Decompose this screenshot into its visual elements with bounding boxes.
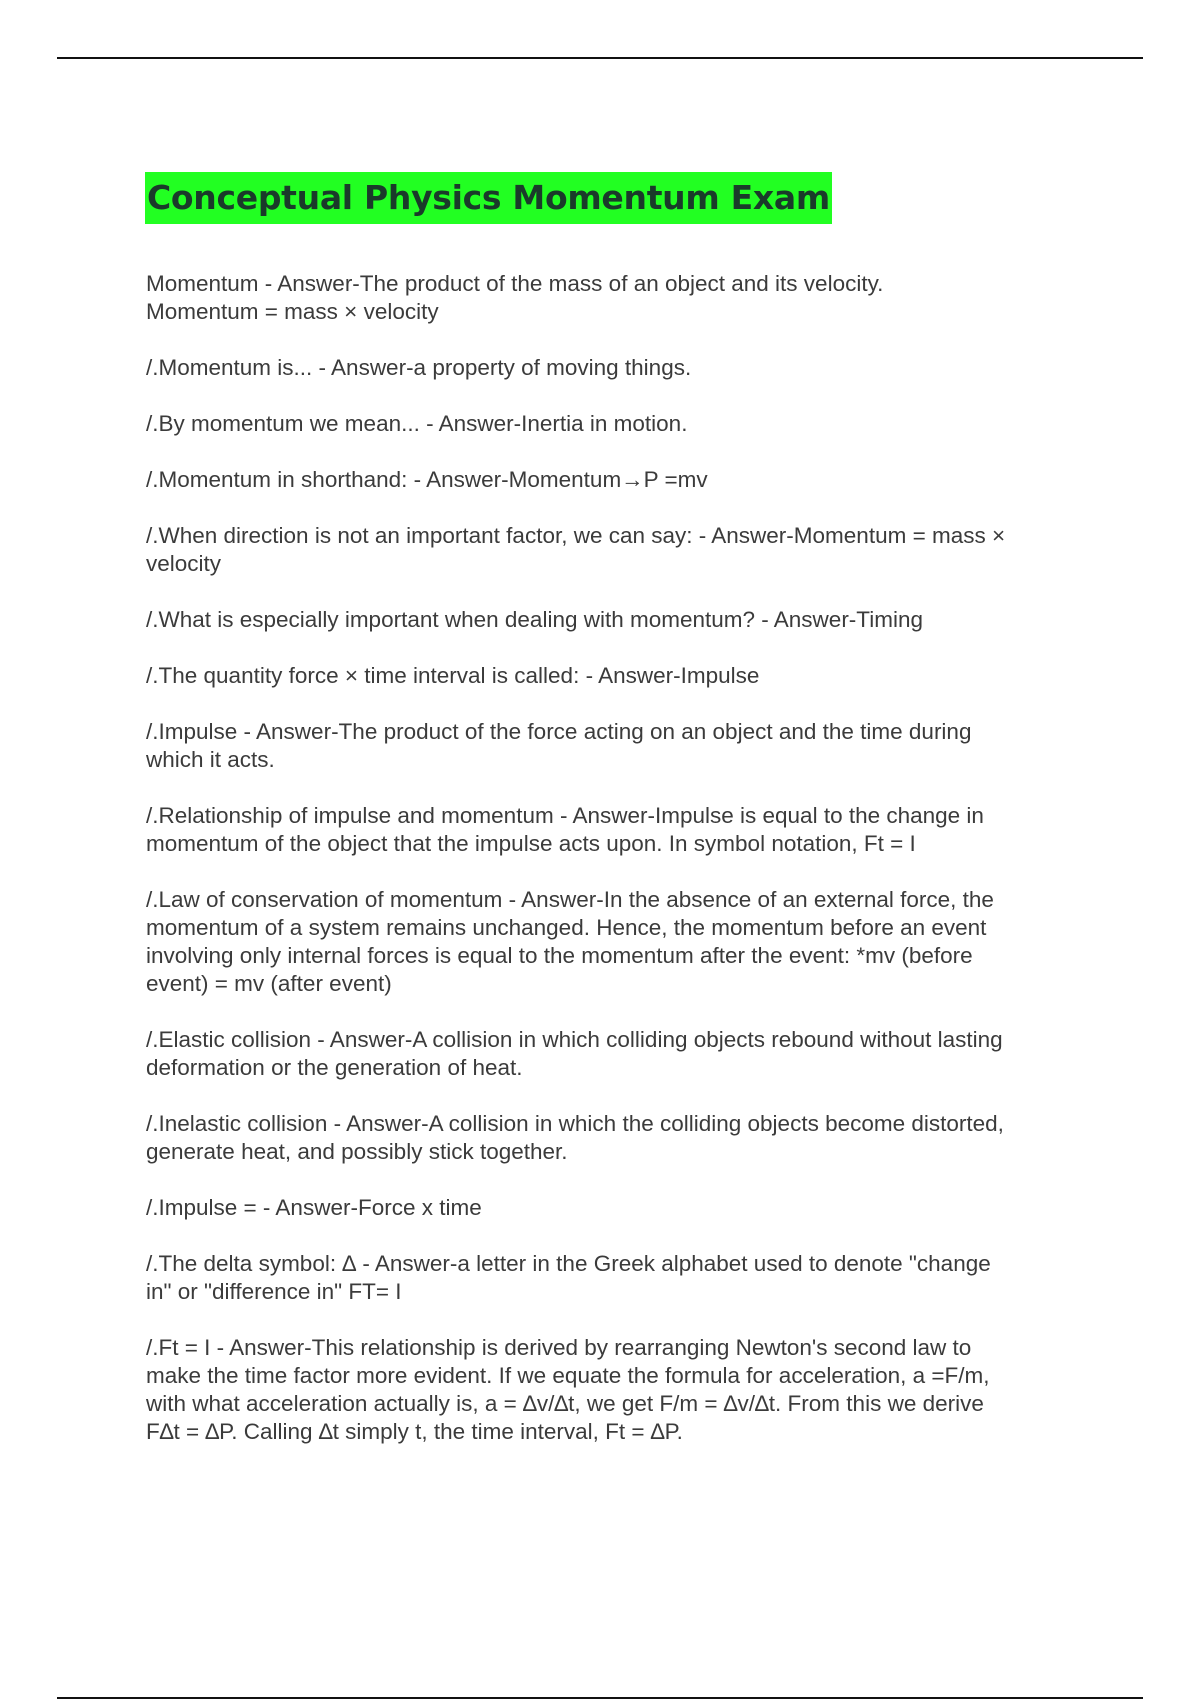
qa-entry bbox=[146, 1334, 1081, 1446]
qa-entry-line: velocity bbox=[146, 551, 222, 576]
qa-entry-line: /.Impulse = - Answer-Force x time bbox=[146, 1195, 482, 1220]
qa-entry-line: momentum of a system remains unchanged. Hence, the momentum before an event bbox=[146, 915, 987, 940]
qa-entry-line: /.Elastic collision - Answer-A collision in which colliding objects rebound without lasting bbox=[146, 1027, 1003, 1052]
qa-entry-line: /.The quantity force × time interval is called: - Answer-Impulse bbox=[146, 663, 760, 688]
qa-entry bbox=[146, 1110, 1081, 1166]
qa-entry bbox=[146, 1194, 1081, 1222]
qa-entry-line: with what acceleration actually is, a = ∆v/∆t, we get F/m = ∆v/∆t. From this we derive bbox=[146, 1391, 984, 1416]
qa-entry-line: /.Momentum is... - Answer-a property of moving things. bbox=[146, 355, 692, 380]
qa-entry bbox=[146, 662, 1081, 690]
qa-entry-line: /.When direction is not an important factor, we can say: - Answer-Momentum = mass × bbox=[146, 523, 1006, 548]
qa-entry bbox=[146, 466, 1081, 494]
qa-entry-line: /.Inelastic collision - Answer-A collision in which the colliding objects become distorted, bbox=[146, 1111, 1004, 1136]
header-rule bbox=[57, 57, 1143, 59]
qa-entry-line: /.Momentum in shorthand: - Answer-Momentum→P =mv bbox=[146, 467, 708, 492]
qa-entry bbox=[146, 606, 1081, 634]
qa-entry bbox=[146, 410, 1081, 438]
qa-entry-line: in" or "difference in" FT= I bbox=[146, 1279, 402, 1304]
qa-entry bbox=[146, 718, 1081, 774]
qa-entry bbox=[146, 354, 1081, 382]
qa-entry-line: /.Relationship of impulse and momentum - Answer-Impulse is equal to the change in bbox=[146, 803, 984, 828]
qa-entry-line: /.Ft = I - Answer-This relationship is derived by rearranging Newton's second law to bbox=[146, 1335, 972, 1360]
qa-entry-line: /.Law of conservation of momentum - Answer-In the absence of an external force, the bbox=[146, 887, 994, 912]
qa-entry-line: /.Impulse - Answer-The product of the force acting on an object and the time during bbox=[146, 719, 972, 744]
qa-entry-line: /.By momentum we mean... - Answer-Inertia in motion. bbox=[146, 411, 688, 436]
qa-entry-line: involving only internal forces is equal to the momentum after the event: *mv (before bbox=[146, 943, 973, 968]
qa-entry-line: /.What is especially important when dealing with momentum? - Answer-Timing bbox=[146, 607, 923, 632]
qa-entry-line: Momentum = mass × velocity bbox=[146, 299, 439, 324]
page-title: Conceptual Physics Momentum Exam bbox=[145, 172, 832, 224]
qa-entry bbox=[146, 522, 1081, 578]
qa-entry-line: deformation or the generation of heat. bbox=[146, 1055, 523, 1080]
qa-entry-line: momentum of the object that the impulse acts upon. In symbol notation, Ft = I bbox=[146, 831, 916, 856]
qa-entry-line: Momentum - Answer-The product of the mass of an object and its velocity. bbox=[146, 271, 884, 296]
qa-entry bbox=[146, 1026, 1081, 1082]
title-block bbox=[145, 172, 832, 224]
qa-entry bbox=[146, 886, 1081, 998]
qa-entry bbox=[146, 270, 1081, 326]
qa-entry-line: make the time factor more evident. If we equate the formula for acceleration, a =F/m, bbox=[146, 1363, 990, 1388]
qa-entry-line: F∆t = ∆P. Calling ∆t simply t, the time interval, Ft = ∆P. bbox=[146, 1419, 683, 1444]
qa-entry-line: /.The delta symbol: ∆ - Answer-a letter in the Greek alphabet used to denote "change bbox=[146, 1251, 991, 1276]
qa-entry-line: generate heat, and possibly stick together. bbox=[146, 1139, 568, 1164]
qa-entry bbox=[146, 1250, 1081, 1306]
qa-entry-line: event) = mv (after event) bbox=[146, 971, 392, 996]
qa-entry-line: which it acts. bbox=[146, 747, 275, 772]
footer-rule bbox=[57, 1697, 1143, 1699]
qa-entry bbox=[146, 802, 1081, 858]
qa-list bbox=[146, 270, 1081, 1474]
